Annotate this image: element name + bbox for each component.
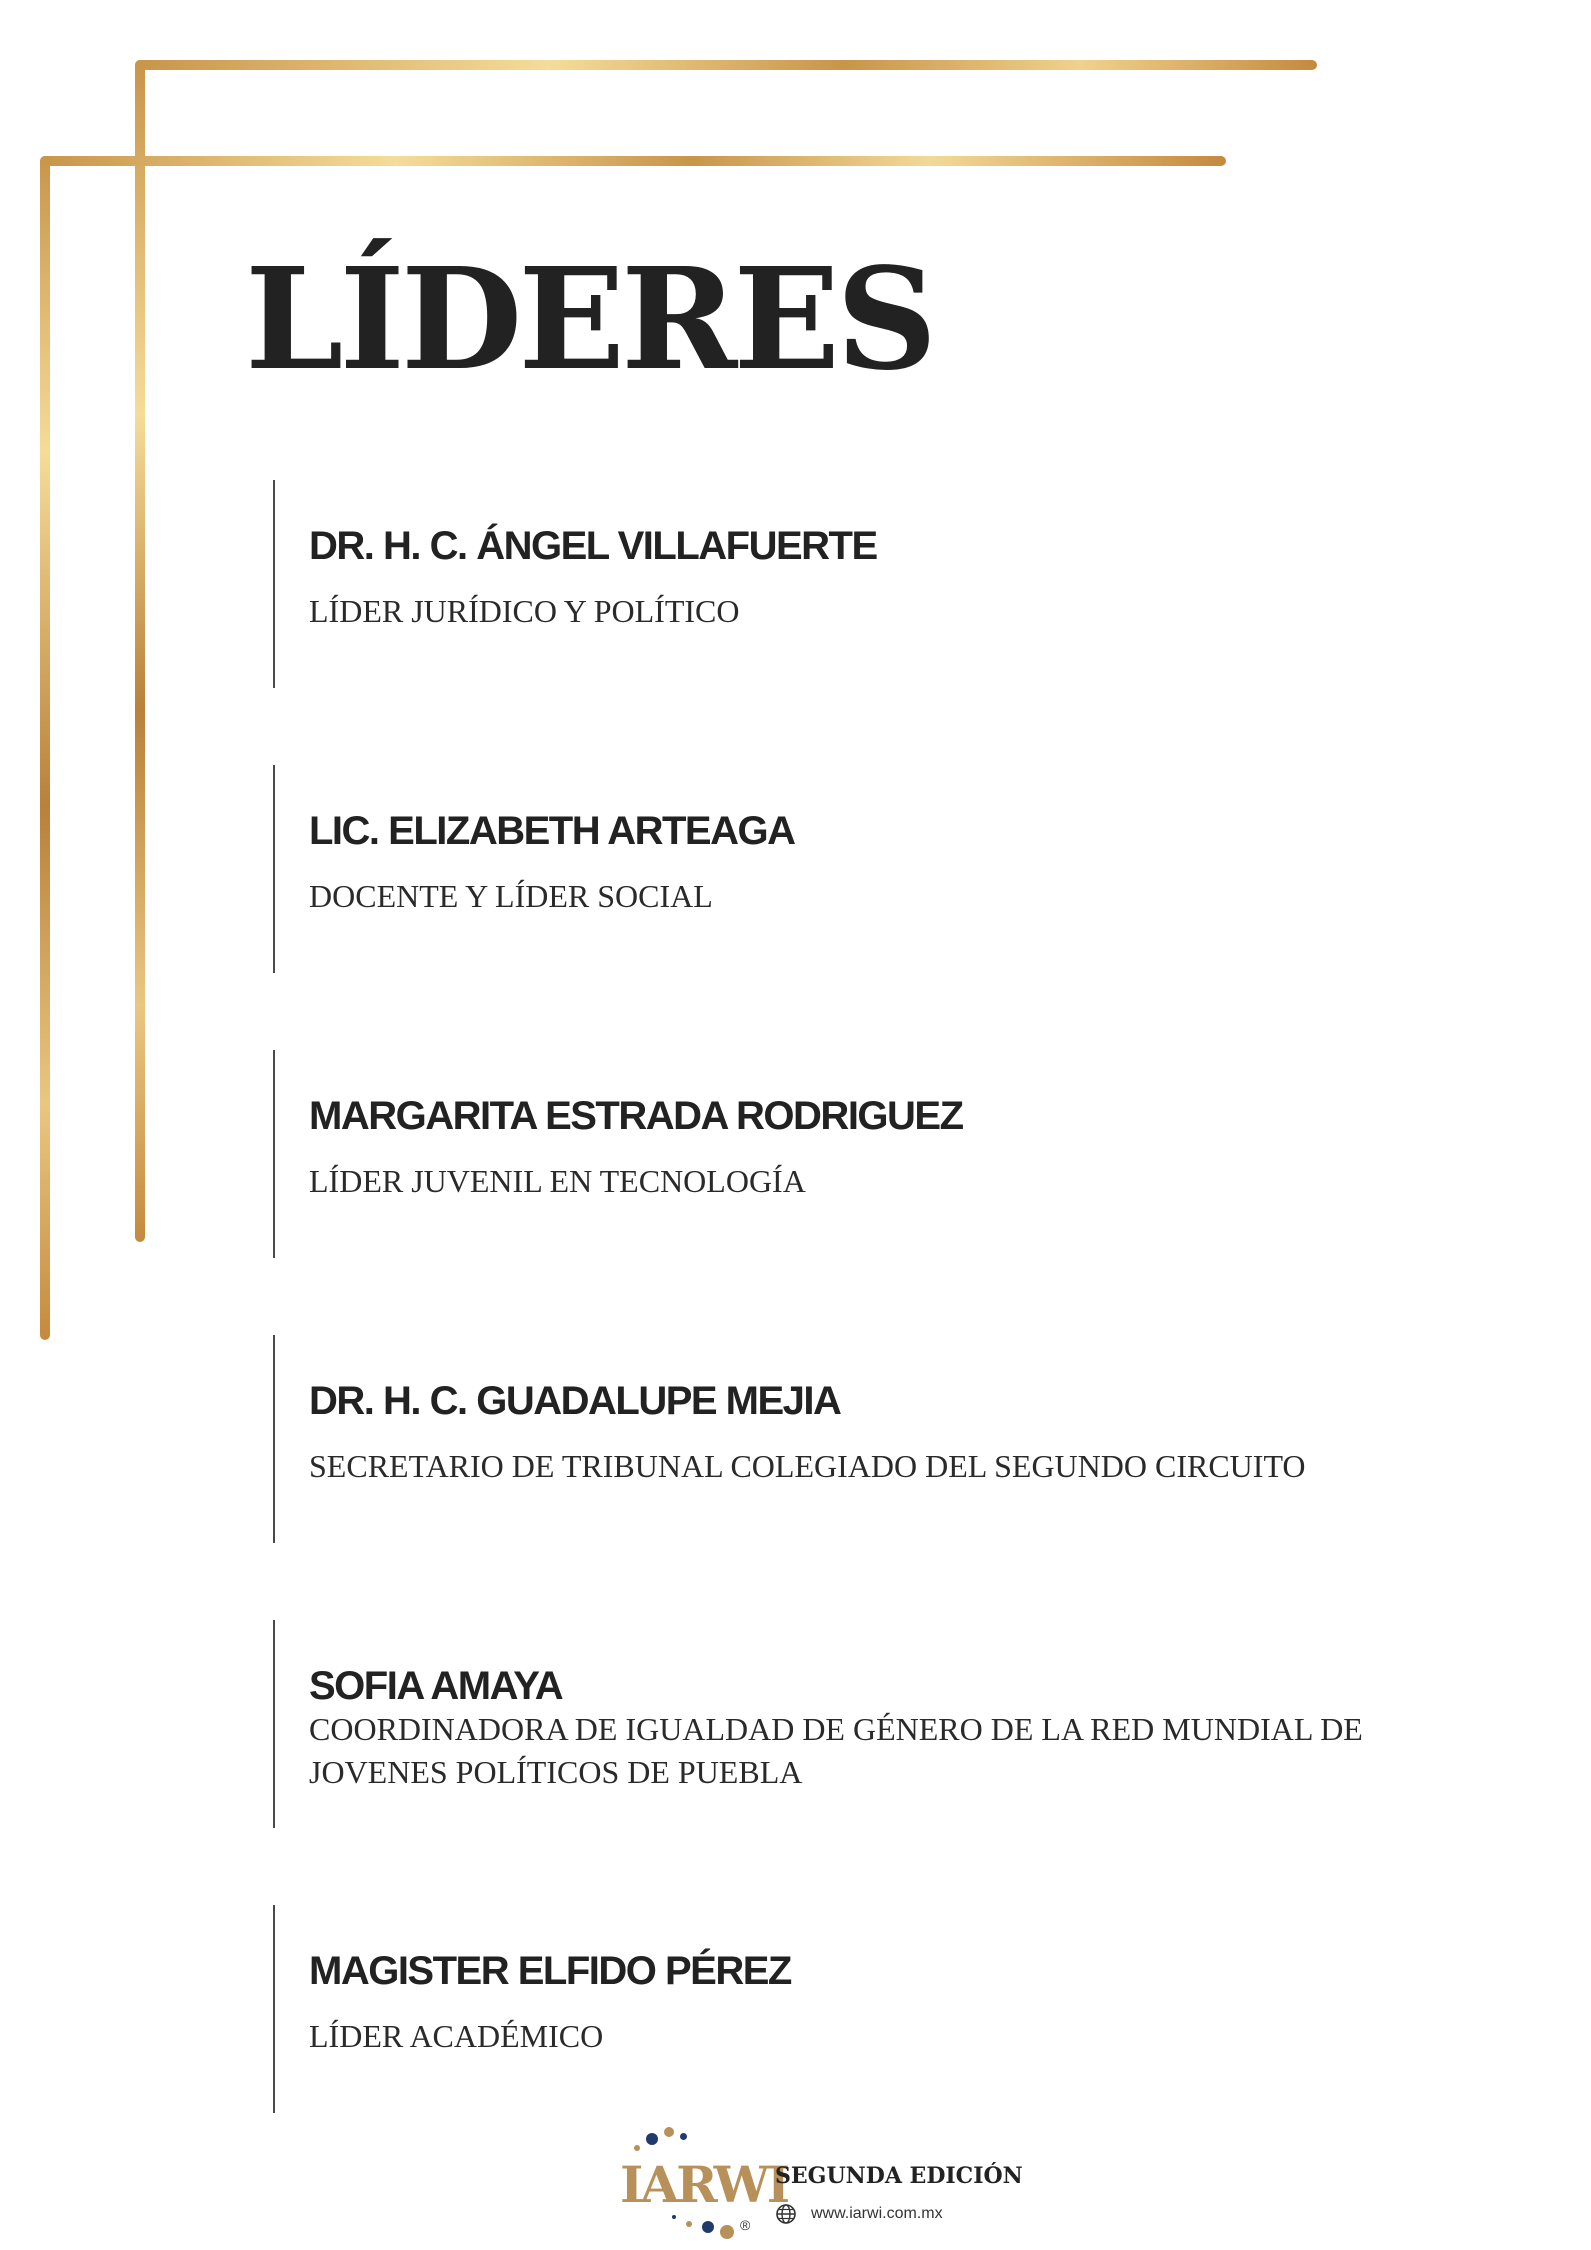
- leader-name: DR. H. C. ÁNGEL VILLAFUERTE: [309, 524, 877, 568]
- website-link[interactable]: www.iarwi.com.mx: [811, 2205, 943, 2222]
- leader-role: LÍDER JUVENIL EN TECNOLOGÍA: [309, 1163, 806, 1199]
- logo-wordmark: IARWI: [620, 2155, 788, 2214]
- leader-name: MAGISTER ELFIDO PÉREZ: [309, 1949, 791, 1993]
- leader-role: COORDINADORA DE IGUALDAD DE GÉNERO DE LA RED MUNDIAL DE JOVENES POLÍTICOS DE PUEBLA: [309, 1711, 1363, 1791]
- gold-frame-line-top-inner: [40, 156, 1226, 166]
- leader-entry: [273, 1050, 1423, 1258]
- page-title: LÍDERES: [245, 238, 934, 402]
- leader-entry: [273, 1620, 1423, 1828]
- leader-entry: [273, 1905, 1423, 2113]
- logo-dot: [720, 2225, 734, 2239]
- logo-dot: [680, 2133, 687, 2140]
- leader-entry: [273, 480, 1423, 688]
- leader-role: LÍDER JURÍDICO Y POLÍTICO: [309, 593, 740, 629]
- leader-role: SECRETARIO DE TRIBUNAL COLEGIADO DEL SEGUNDO CIRCUITO: [309, 1448, 1306, 1484]
- globe-icon: [775, 2203, 797, 2225]
- logo-dot: [702, 2221, 714, 2233]
- registered-mark: ®: [740, 2217, 751, 2233]
- logo-dot: [664, 2127, 674, 2137]
- logo-dot: [672, 2215, 676, 2219]
- leader-name: MARGARITA ESTRADA RODRIGUEZ: [309, 1094, 963, 1138]
- leader-name: SOFIA AMAYA: [309, 1664, 563, 1708]
- leader-role: DOCENTE Y LÍDER SOCIAL: [309, 878, 713, 914]
- edition-label: SEGUNDA EDICIÓN: [775, 2163, 1023, 2189]
- footer: [620, 2125, 1120, 2245]
- gold-frame-line-left-inner: [40, 156, 50, 1340]
- logo-dot: [646, 2133, 658, 2145]
- gold-frame-line-top-outer: [135, 60, 1317, 70]
- gold-frame-line-left-outer: [135, 60, 145, 1242]
- logo-dot: [634, 2145, 640, 2151]
- leader-role: LÍDER ACADÉMICO: [309, 2018, 604, 2054]
- leader-entry: [273, 765, 1423, 973]
- leader-name: DR. H. C. GUADALUPE MEJIA: [309, 1379, 841, 1423]
- leaders-list: [273, 480, 1423, 2190]
- leader-entry: [273, 1335, 1423, 1543]
- leader-name: LIC. ELIZABETH ARTEAGA: [309, 809, 795, 853]
- logo-dot: [686, 2221, 692, 2227]
- iarwi-logo: [620, 2125, 788, 2245]
